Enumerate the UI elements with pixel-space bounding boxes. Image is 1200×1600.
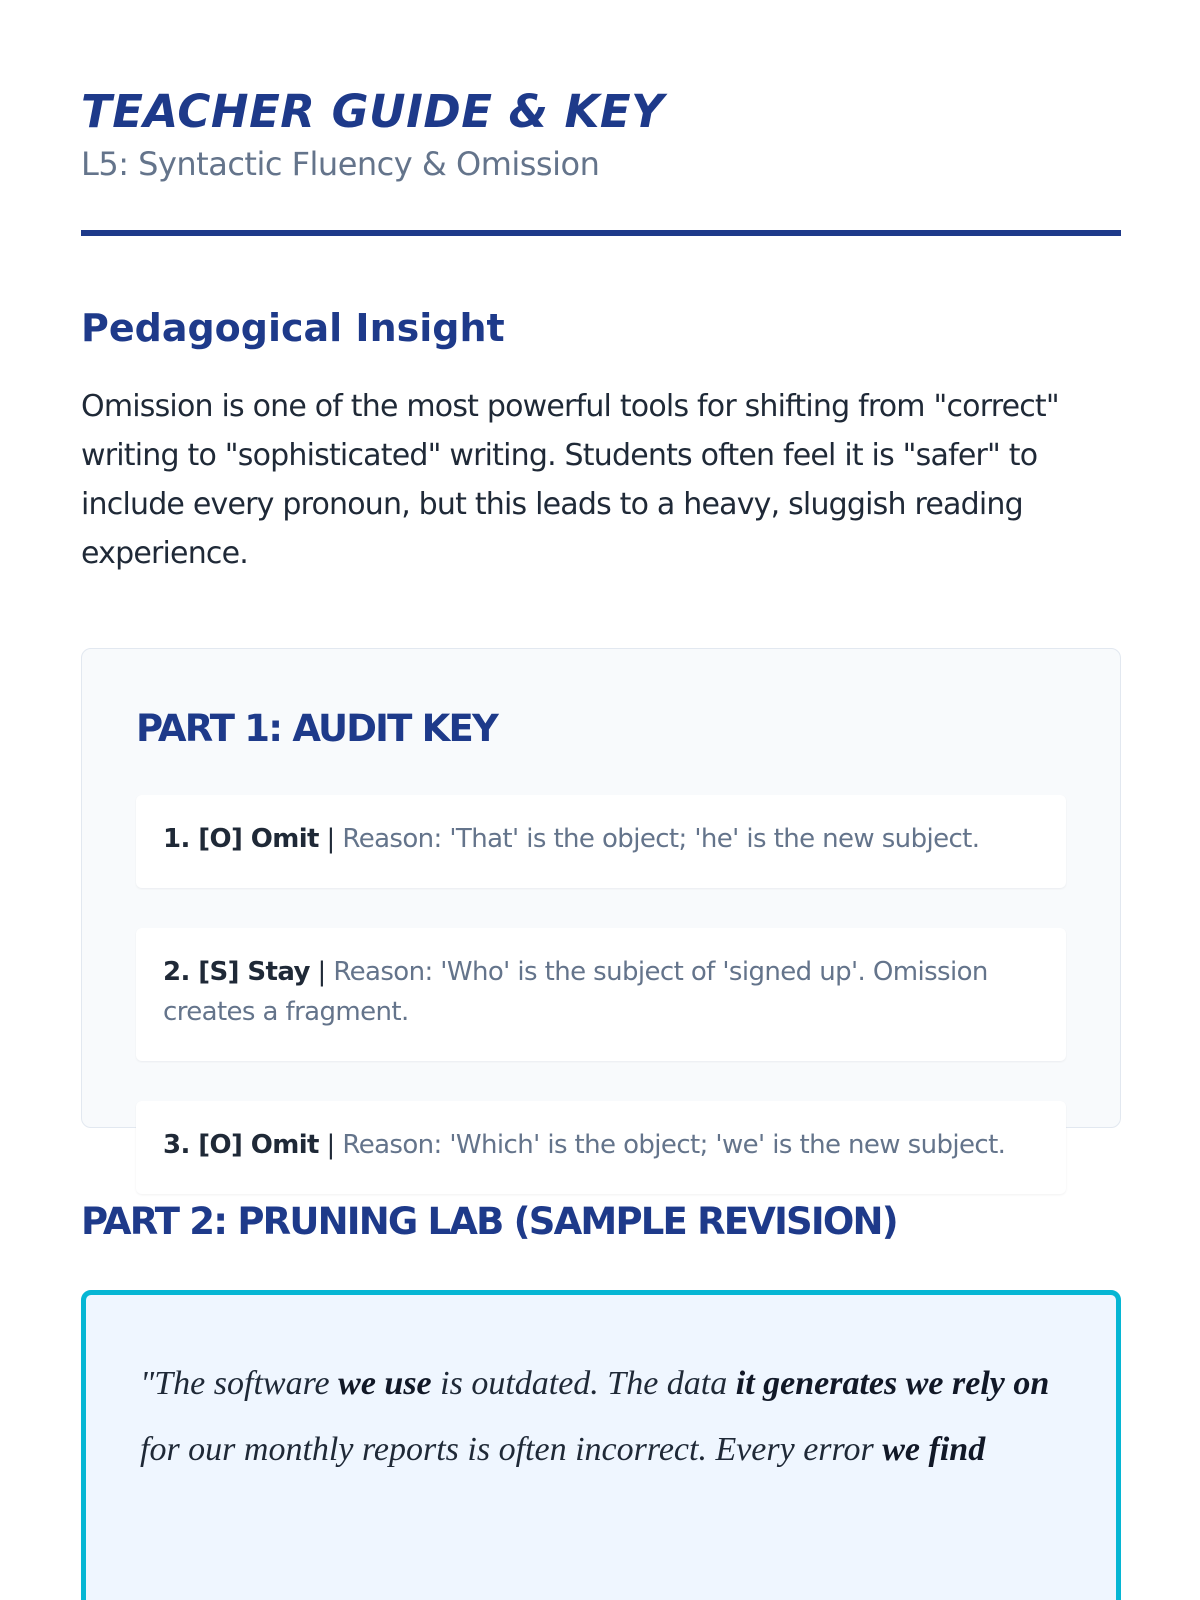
key-reason: Reason: 'That' is the object; 'he' is the new subject. — [342, 824, 980, 854]
sample-segment: is outdated. The data — [431, 1365, 736, 1402]
key-answer: 2. [S] Stay — [163, 957, 310, 987]
sample-segment: for our monthly reports is often incorrect. Every error — [140, 1431, 883, 1468]
sample-segment-highlight: it generates we rely on — [735, 1365, 1050, 1402]
sample-segment-highlight: we use — [338, 1365, 432, 1402]
key-separator: | — [317, 957, 326, 987]
audit-key-heading: PART 1: AUDIT KEY — [136, 707, 498, 750]
sample-revision-box — [81, 1290, 1121, 1600]
key-reason: Reason: 'Who' is the subject of 'signed up'. Omission creates a fragment. — [163, 957, 988, 1027]
key-separator: | — [326, 824, 335, 854]
sample-segment-highlight: we find — [882, 1431, 986, 1468]
teacher-guide-page — [81, 0, 1121, 1600]
key-separator: | — [326, 1130, 335, 1160]
audit-key-item-2 — [136, 928, 1066, 1061]
insight-heading: Pedagogical Insight — [81, 306, 505, 350]
audit-key-item-1 — [136, 795, 1066, 888]
sample-segment: "The software — [140, 1365, 339, 1402]
audit-key-item-3 — [136, 1101, 1066, 1194]
audit-key-list — [136, 795, 1066, 1194]
title-divider — [81, 230, 1121, 236]
sample-revision-text — [140, 1351, 1062, 1483]
key-answer: 3. [O] Omit — [163, 1130, 319, 1160]
key-reason: Reason: 'Which' is the object; 'we' is the new subject. — [342, 1130, 1006, 1160]
insight-paragraph: Omission is one of the most powerful tools for shifting from "correct" writing to "sophisticated" writing. Students often feel it is "safer" to include every pronoun, but this leads to a heavy, sluggish reading experience. — [81, 389, 1059, 571]
page-subtitle: L5: Syntactic Fluency & Omission — [81, 145, 600, 183]
key-answer: 1. [O] Omit — [163, 824, 319, 854]
pruning-lab-heading: PART 2: PRUNING LAB (SAMPLE REVISION) — [81, 1200, 897, 1243]
page-title: TEACHER GUIDE & KEY — [81, 85, 665, 138]
audit-key-card — [81, 648, 1121, 1160]
